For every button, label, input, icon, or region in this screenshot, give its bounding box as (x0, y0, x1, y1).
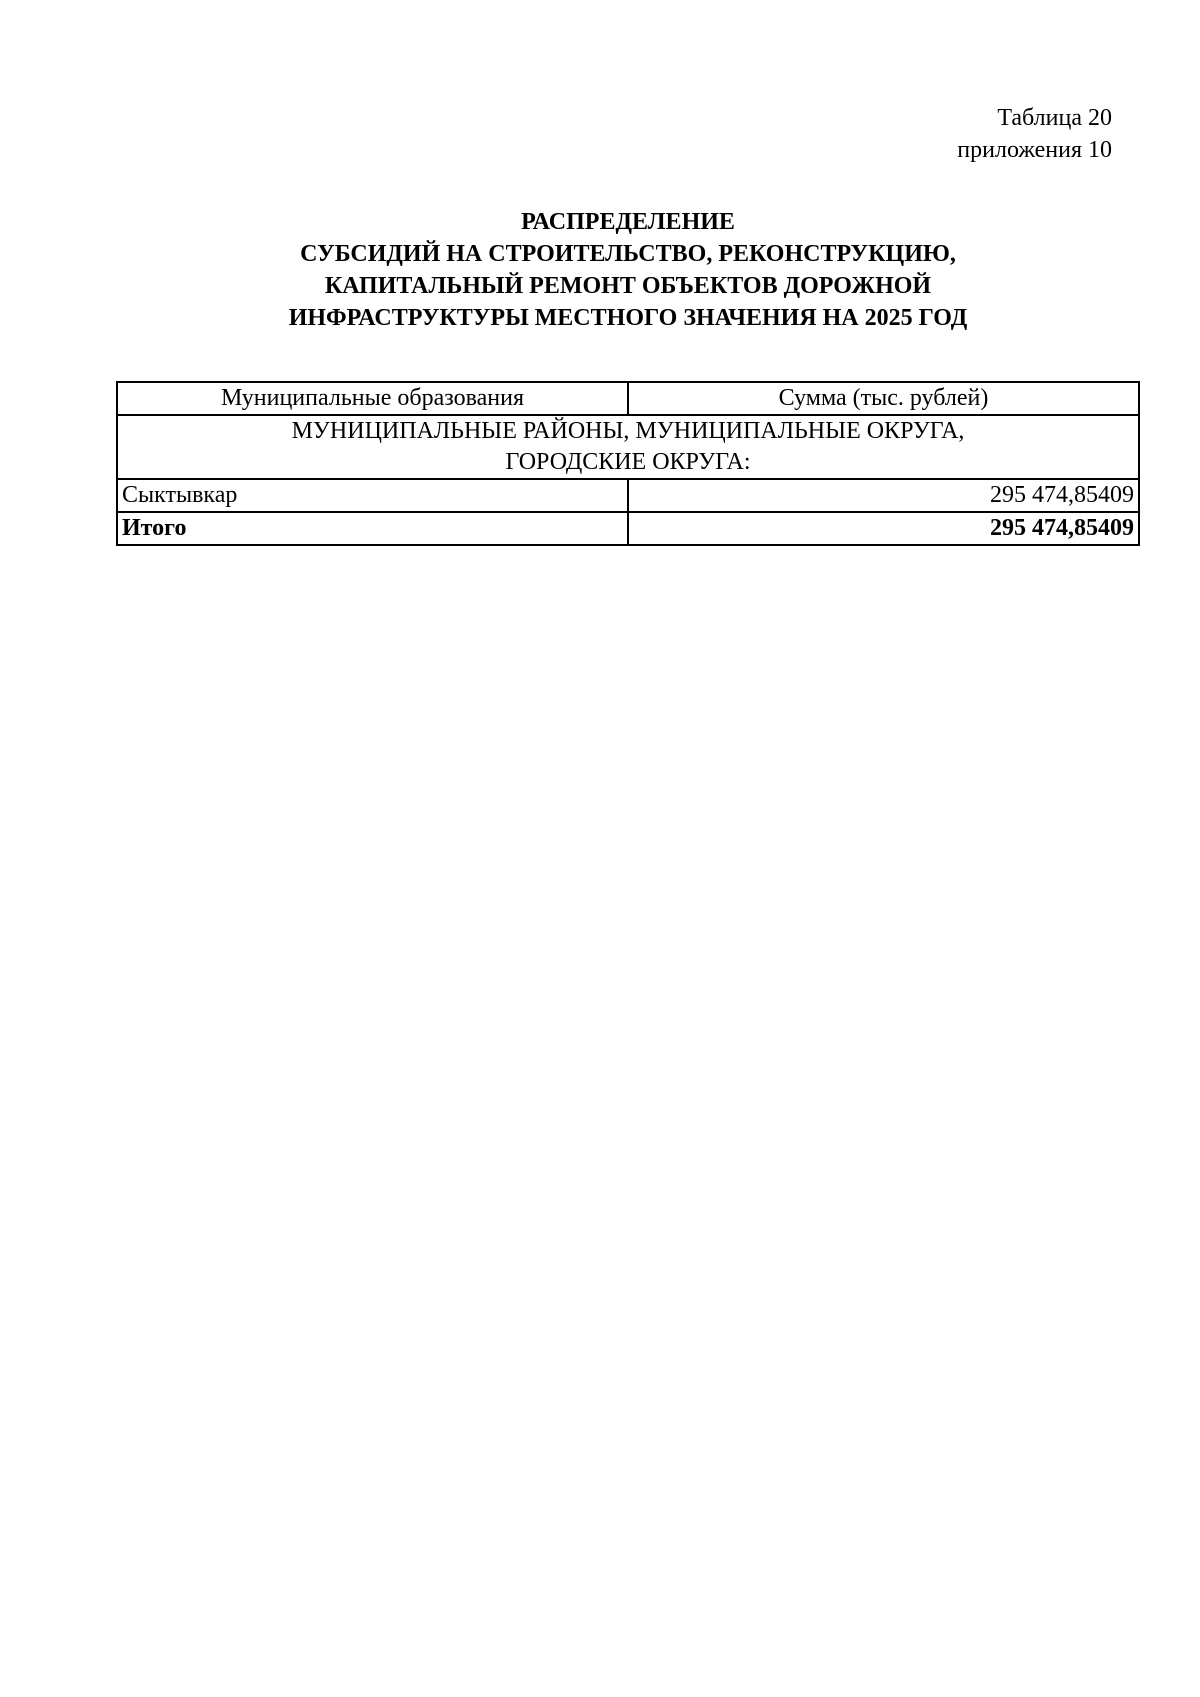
title-line: СУБСИДИЙ НА СТРОИТЕЛЬСТВО, РЕКОНСТРУКЦИЮ, (300, 241, 956, 267)
title-line: КАПИТАЛЬНЫЙ РЕМОНТ ОБЪЕКТОВ ДОРОЖНОЙ (324, 273, 932, 299)
group-heading-line: МУНИЦИПАЛЬНЫЕ РАЙОНЫ, МУНИЦИПАЛЬНЫЕ ОКРУГА, (291, 418, 965, 444)
group-heading-line: ГОРОДСКИЕ ОКРУГА: (505, 449, 751, 475)
title-line: ИНФРАСТРУКТУРЫ МЕСТНОГО ЗНАЧЕНИЯ НА 2025 ГОД (288, 305, 968, 331)
subsidy-distribution-table (116, 381, 1140, 546)
column-header-sum: Сумма (тыс. рублей) (628, 382, 1139, 415)
total-label: Итого (117, 512, 628, 545)
title-line: РАСПРЕДЕЛЕНИЕ (521, 209, 735, 235)
appendix-reference (957, 102, 1112, 166)
table-row (117, 479, 1139, 512)
table-number: Таблица 20 (997, 105, 1112, 131)
group-heading (117, 415, 1139, 479)
appendix-number: приложения 10 (957, 137, 1112, 163)
municipality-name: Сыктывкар (117, 479, 628, 512)
total-row (117, 512, 1139, 545)
total-sum: 295 474,85409 (628, 512, 1139, 545)
table-header-row (117, 382, 1139, 415)
document-title (0, 206, 1200, 334)
group-heading-row (117, 415, 1139, 479)
municipality-sum: 295 474,85409 (628, 479, 1139, 512)
column-header-municipality: Муниципальные образования (117, 382, 628, 415)
